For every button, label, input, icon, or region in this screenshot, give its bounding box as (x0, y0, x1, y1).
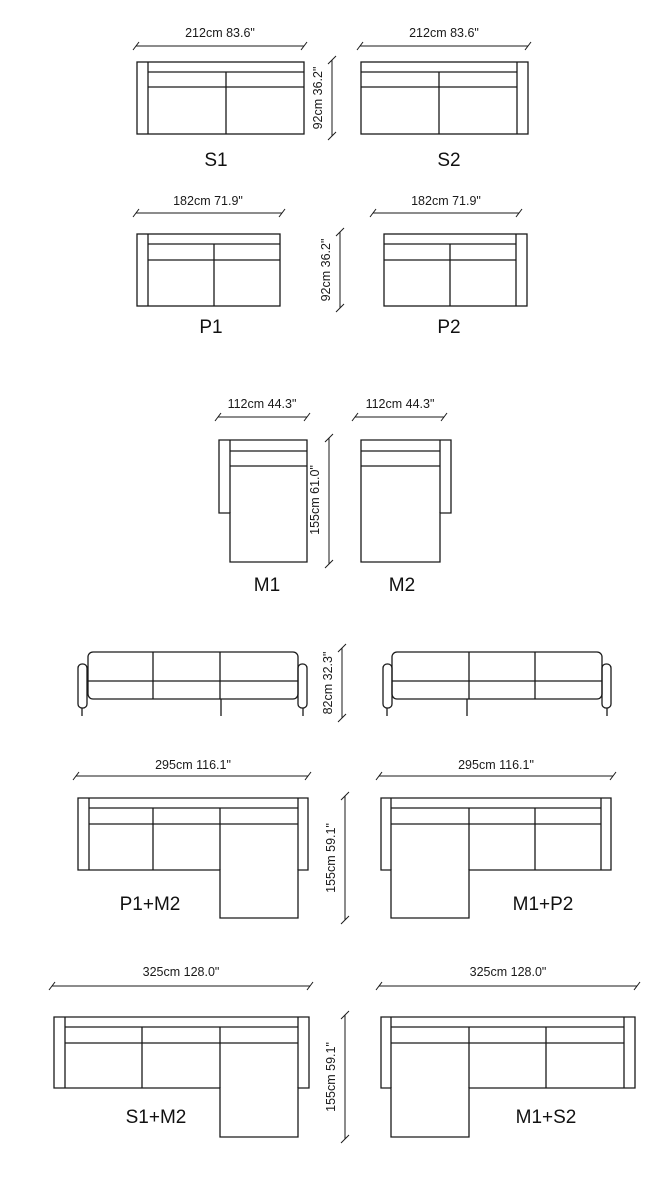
m1-width-dim: 112cm 44.3" (227, 397, 297, 411)
m1s2-label: M1+S2 (515, 1107, 577, 1128)
front-height-label: 82cm 32.3" (321, 651, 335, 715)
m1p2-label: M1+P2 (512, 894, 574, 915)
combo-m1p2 (376, 758, 616, 918)
s1-label: S1 (204, 150, 228, 171)
s2-label: S2 (437, 150, 461, 171)
p-depth-dim (319, 228, 344, 312)
s-depth-dim (311, 56, 336, 140)
module-p1 (133, 194, 285, 338)
pm-depth-label: 155cm 59.1" (324, 823, 338, 893)
m-depth-dim (308, 434, 333, 568)
module-s2 (357, 26, 531, 171)
m1s2-width-dim: 325cm 128.0" (469, 965, 547, 979)
module-p2 (370, 194, 527, 338)
combo-m1s2 (376, 965, 640, 1137)
pm-depth-dim (324, 792, 349, 924)
s1m2-label: S1+M2 (125, 1107, 187, 1128)
sm-depth-dim (324, 1011, 349, 1143)
module-m2 (352, 397, 451, 596)
s1m2-width-dim: 325cm 128.0" (142, 965, 220, 979)
module-s1 (133, 26, 307, 171)
s-depth-label: 92cm 36.2" (311, 66, 325, 130)
p1-width-dim: 182cm 71.9" (173, 194, 243, 208)
p1-label: P1 (199, 317, 223, 338)
p-depth-label: 92cm 36.2" (319, 238, 333, 302)
s1-width-dim: 212cm 83.6" (185, 26, 255, 40)
p1m2-width-dim: 295cm 116.1" (155, 758, 231, 772)
m1-label: M1 (253, 575, 281, 596)
m2-width-dim: 112cm 44.3" (365, 397, 435, 411)
combo-s1m2 (49, 965, 313, 1137)
combo-p1m2 (73, 758, 311, 918)
m1p2-width-dim: 295cm 116.1" (458, 758, 534, 772)
p1m2-label: P1+M2 (119, 894, 181, 915)
sm-depth-label: 155cm 59.1" (324, 1042, 338, 1112)
front-height-dim (321, 644, 346, 722)
front-view-right (383, 652, 611, 716)
front-view-left (78, 652, 307, 716)
p2-width-dim: 182cm 71.9" (411, 194, 481, 208)
p2-label: P2 (437, 317, 461, 338)
m-depth-label: 155cm 61.0" (308, 465, 322, 535)
s2-width-dim: 212cm 83.6" (409, 26, 479, 40)
m2-label: M2 (388, 575, 416, 596)
module-m1 (215, 397, 310, 596)
